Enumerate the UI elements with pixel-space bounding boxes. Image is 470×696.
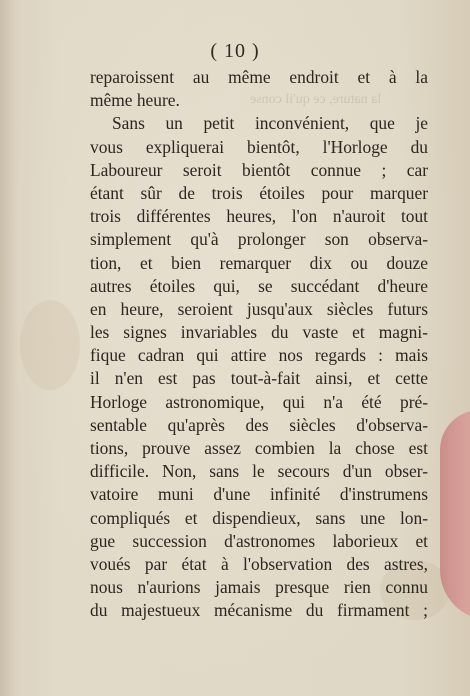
text-line: tions, prouve assez combien la chose est <box>90 438 428 458</box>
thumb-holding-page <box>440 410 470 620</box>
page-number: ( 10 ) <box>210 40 260 62</box>
text-line: fique cadran qui attire nos regards : mais <box>90 345 428 366</box>
text-line: autres étoiles qui, se succédant d'heure <box>90 275 428 296</box>
text-line: compliqués et dispendieux, sans une lon- <box>90 507 428 528</box>
text-line: du majestueux mécanisme du firmament ; <box>90 600 428 621</box>
text-line: en heure, seroient jusqu'aux siècles futurs <box>90 298 428 319</box>
show-through-text: la nature, ce qu'il conse <box>250 92 382 107</box>
text-line: Sans un petit inconvénient, que je <box>112 113 428 134</box>
body-text <box>90 66 428 623</box>
text-line: tion, et bien remarquer dix ou douze <box>90 252 428 273</box>
text-line: nous n'aurions jamais presque rien connu <box>90 577 428 598</box>
text-line: vatoire muni d'une infinité d'instrumens <box>90 484 428 505</box>
text-line: les signes invariables du vaste et magni- <box>90 322 428 343</box>
text-line: étant sûr de trois étoiles pour marquer <box>90 182 428 203</box>
text-line: trois différentes heures, l'on n'auroit tout <box>90 206 428 227</box>
text-line: Laboureur seroit bientôt connue ; car <box>90 159 428 180</box>
text-line: simplement qu'à prolonger son observa- <box>90 229 428 250</box>
text-line: gue succession d'astronomes laborieux et <box>90 530 428 551</box>
text-line: voués par état à l'observation des astres, <box>90 553 428 574</box>
text-line: Horloge astronomique, qui n'a été pré- <box>90 391 428 412</box>
text-line: vous expliquerai bientôt, l'Horloge du <box>90 136 428 157</box>
paper-stain <box>20 300 80 390</box>
text-line: il n'en est pas tout-à-fait ainsi, et cette <box>90 368 428 389</box>
text-line: difficile. Non, sans le secours d'un obser- <box>90 461 428 482</box>
text-line: même heure. <box>90 90 180 111</box>
text-line: reparoissent au même endroit et à la <box>90 67 428 87</box>
text-line: sentable qu'après des siècles d'observa- <box>90 414 428 435</box>
